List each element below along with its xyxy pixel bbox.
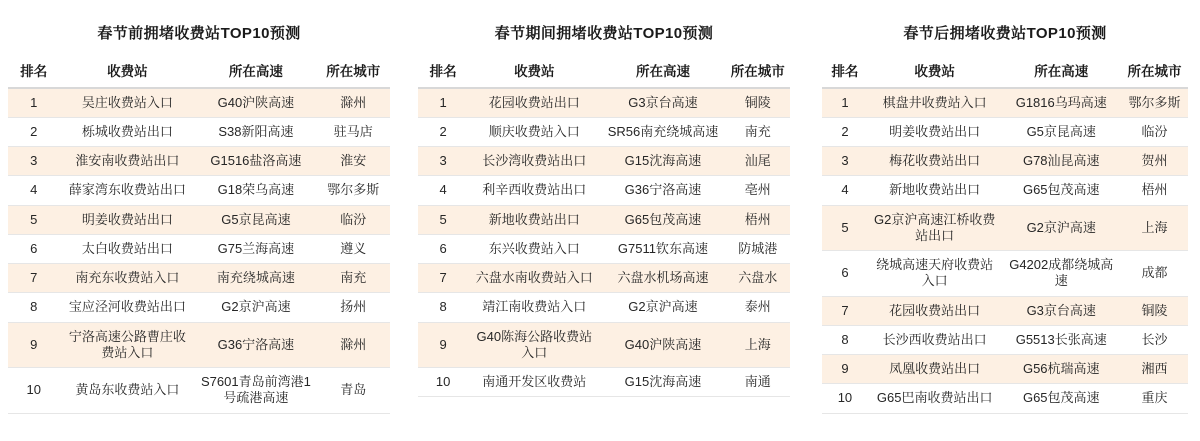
- cell-city: 青岛: [316, 368, 390, 414]
- cell-station: 新地收费站出口: [868, 176, 1002, 205]
- table-row: [8, 368, 390, 414]
- cell-station: 东兴收费站入口: [468, 234, 600, 263]
- cell-station: 花园收费站出口: [868, 296, 1002, 325]
- cell-station: 吴庄收费站入口: [60, 88, 196, 118]
- cell-city: 泰州: [726, 293, 790, 322]
- cell-highway: G15沈海高速: [600, 368, 725, 397]
- table-row: [418, 88, 790, 118]
- table-row: [8, 322, 390, 368]
- cell-rank: 8: [822, 325, 868, 354]
- cell-highway: G18荣乌高速: [195, 176, 316, 205]
- cell-rank: 9: [822, 355, 868, 384]
- cell-rank: 2: [822, 117, 868, 146]
- cell-highway: G40沪陕高速: [195, 88, 316, 118]
- cell-city: 滁州: [316, 322, 390, 368]
- table-row: [8, 176, 390, 205]
- cell-rank: 6: [822, 251, 868, 297]
- cell-highway: G1516盐洛高速: [195, 147, 316, 176]
- column-header-highway: 所在高速: [600, 57, 725, 88]
- cell-highway: G5京昆高速: [1001, 117, 1121, 146]
- table-row: [8, 117, 390, 146]
- cell-highway: G5京昆高速: [195, 205, 316, 234]
- cell-highway: S38新阳高速: [195, 117, 316, 146]
- cell-highway: G65包茂高速: [1001, 176, 1121, 205]
- cell-city: 湘西: [1121, 355, 1188, 384]
- cell-highway: G65包茂高速: [600, 205, 725, 234]
- cell-highway: 六盘水机场高速: [600, 264, 725, 293]
- page-title: 春节后拥堵收费站TOP10预测: [903, 25, 1107, 42]
- column-header-station: 收费站: [868, 57, 1002, 88]
- column-header-highway: 所在高速: [195, 57, 316, 88]
- cell-station: 南充东收费站入口: [60, 264, 196, 293]
- cell-highway: G4202成都绕城高速: [1001, 251, 1121, 297]
- column-header-station: 收费站: [468, 57, 600, 88]
- cell-city: 汕尾: [726, 147, 790, 176]
- cell-station: G40陈海公路收费站入口: [468, 322, 600, 368]
- table-row: [822, 384, 1188, 413]
- cell-highway: G5513长张高速: [1001, 325, 1121, 354]
- ranking-table: [822, 57, 1188, 414]
- cell-highway: G40沪陕高速: [600, 322, 725, 368]
- cell-rank: 1: [822, 88, 868, 118]
- cell-rank: 1: [418, 88, 468, 118]
- cell-station: 花园收费站出口: [468, 88, 600, 118]
- panel-during-spring-festival: [400, 0, 800, 441]
- cell-station: 梅花收费站出口: [868, 147, 1002, 176]
- column-header-city: 所在城市: [1121, 57, 1188, 88]
- cell-station: 黄岛东收费站入口: [60, 368, 196, 414]
- cell-city: 亳州: [726, 176, 790, 205]
- table-row: [822, 88, 1188, 118]
- cell-city: 南充: [316, 264, 390, 293]
- cell-station: G65巴南收费站出口: [868, 384, 1002, 413]
- cell-station: 宝应泾河收费站出口: [60, 293, 196, 322]
- table-row: [418, 264, 790, 293]
- column-header-rank: 排名: [8, 57, 60, 88]
- table-row: [418, 234, 790, 263]
- cell-station: 明姜收费站出口: [60, 205, 196, 234]
- cell-station: 长沙西收费站出口: [868, 325, 1002, 354]
- cell-rank: 7: [418, 264, 468, 293]
- cell-highway: G15沈海高速: [600, 147, 725, 176]
- table-row: [418, 117, 790, 146]
- cell-city: 铜陵: [1121, 296, 1188, 325]
- cell-rank: 2: [8, 117, 60, 146]
- cell-city: 贺州: [1121, 147, 1188, 176]
- cell-station: 绕城高速天府收费站入口: [868, 251, 1002, 297]
- cell-highway: SR56南充绕城高速: [600, 117, 725, 146]
- cell-rank: 3: [418, 147, 468, 176]
- cell-rank: 1: [8, 88, 60, 118]
- table-row: [822, 251, 1188, 297]
- cell-station: 明姜收费站出口: [868, 117, 1002, 146]
- cell-highway: G65包茂高速: [1001, 384, 1121, 413]
- cell-highway: S7601青岛前湾港1号疏港高速: [195, 368, 316, 414]
- cell-city: 临汾: [1121, 117, 1188, 146]
- cell-city: 鄂尔多斯: [1121, 88, 1188, 118]
- column-header-highway: 所在高速: [1001, 57, 1121, 88]
- cell-city: 遵义: [316, 234, 390, 263]
- cell-station: 利辛西收费站出口: [468, 176, 600, 205]
- table-row: [822, 176, 1188, 205]
- cell-station: 南通开发区收费站: [468, 368, 600, 397]
- cell-rank: 4: [8, 176, 60, 205]
- table-header-row: [8, 57, 390, 88]
- cell-highway: G1816乌玛高速: [1001, 88, 1121, 118]
- cell-city: 长沙: [1121, 325, 1188, 354]
- cell-city: 淮安: [316, 147, 390, 176]
- table-row: [822, 205, 1188, 251]
- cell-highway: G36宁洛高速: [195, 322, 316, 368]
- cell-station: 太白收费站出口: [60, 234, 196, 263]
- cell-highway: 南充绕城高速: [195, 264, 316, 293]
- cell-city: 六盘水: [726, 264, 790, 293]
- cell-highway: G36宁洛高速: [600, 176, 725, 205]
- cell-city: 南通: [726, 368, 790, 397]
- cell-station: 淮安南收费站出口: [60, 147, 196, 176]
- column-header-city: 所在城市: [316, 57, 390, 88]
- table-row: [418, 176, 790, 205]
- cell-city: 成都: [1121, 251, 1188, 297]
- table-row: [418, 147, 790, 176]
- cell-rank: 5: [418, 205, 468, 234]
- cell-rank: 5: [8, 205, 60, 234]
- ranking-table: [8, 57, 390, 414]
- table-row: [418, 368, 790, 397]
- cell-rank: 8: [8, 293, 60, 322]
- cell-rank: 4: [418, 176, 468, 205]
- cell-city: 梧州: [1121, 176, 1188, 205]
- cell-city: 上海: [1121, 205, 1188, 251]
- table-row: [8, 88, 390, 118]
- cell-highway: G2京沪高速: [1001, 205, 1121, 251]
- cell-highway: G2京沪高速: [195, 293, 316, 322]
- cell-rank: 7: [8, 264, 60, 293]
- cell-rank: 9: [418, 322, 468, 368]
- cell-station: 薛家湾东收费站出口: [60, 176, 196, 205]
- table-row: [822, 117, 1188, 146]
- cell-station: 宁洛高速公路曹庄收费站入口: [60, 322, 196, 368]
- cell-city: 重庆: [1121, 384, 1188, 413]
- page-title: 春节期间拥堵收费站TOP10预测: [494, 25, 714, 42]
- cell-rank: 10: [8, 368, 60, 414]
- table-row: [418, 205, 790, 234]
- table-row: [8, 147, 390, 176]
- cell-station: 棋盘井收费站入口: [868, 88, 1002, 118]
- column-header-city: 所在城市: [726, 57, 790, 88]
- cell-station: 顺庆收费站入口: [468, 117, 600, 146]
- cell-rank: 6: [418, 234, 468, 263]
- cell-highway: G56杭瑞高速: [1001, 355, 1121, 384]
- cell-city: 扬州: [316, 293, 390, 322]
- cell-rank: 10: [822, 384, 868, 413]
- cell-highway: G3京台高速: [600, 88, 725, 118]
- cell-rank: 2: [418, 117, 468, 146]
- cell-city: 防城港: [726, 234, 790, 263]
- cell-city: 梧州: [726, 205, 790, 234]
- table-row: [8, 293, 390, 322]
- cell-station: 栎城收费站出口: [60, 117, 196, 146]
- cell-city: 驻马店: [316, 117, 390, 146]
- cell-rank: 6: [8, 234, 60, 263]
- cell-city: 滁州: [316, 88, 390, 118]
- table-row: [822, 147, 1188, 176]
- table-row: [418, 322, 790, 368]
- cell-highway: G3京台高速: [1001, 296, 1121, 325]
- cell-station: 凤凰收费站出口: [868, 355, 1002, 384]
- cell-rank: 5: [822, 205, 868, 251]
- page-title: 春节前拥堵收费站TOP10预测: [97, 25, 301, 42]
- cell-rank: 10: [418, 368, 468, 397]
- table-row: [822, 325, 1188, 354]
- column-header-rank: 排名: [418, 57, 468, 88]
- cell-station: G2京沪高速江桥收费站出口: [868, 205, 1002, 251]
- cell-station: 六盘水南收费站入口: [468, 264, 600, 293]
- table-row: [8, 234, 390, 263]
- cell-highway: G75兰海高速: [195, 234, 316, 263]
- cell-rank: 8: [418, 293, 468, 322]
- cell-rank: 3: [8, 147, 60, 176]
- cell-city: 临汾: [316, 205, 390, 234]
- cell-highway: G7511钦东高速: [600, 234, 725, 263]
- cell-station: 新地收费站出口: [468, 205, 600, 234]
- column-header-rank: 排名: [822, 57, 868, 88]
- column-header-station: 收费站: [60, 57, 196, 88]
- cell-city: 鄂尔多斯: [316, 176, 390, 205]
- table-row: [8, 264, 390, 293]
- cell-rank: 9: [8, 322, 60, 368]
- cell-city: 南充: [726, 117, 790, 146]
- cell-rank: 7: [822, 296, 868, 325]
- cell-city: 铜陵: [726, 88, 790, 118]
- table-row: [822, 355, 1188, 384]
- panel-before-spring-festival: [0, 0, 400, 441]
- cell-rank: 4: [822, 176, 868, 205]
- table-header-row: [822, 57, 1188, 88]
- cell-highway: G78汕昆高速: [1001, 147, 1121, 176]
- table-header-row: [418, 57, 790, 88]
- table-row: [822, 296, 1188, 325]
- cell-station: 长沙湾收费站出口: [468, 147, 600, 176]
- ranking-table: [418, 57, 790, 397]
- cell-rank: 3: [822, 147, 868, 176]
- table-row: [418, 293, 790, 322]
- cell-city: 上海: [726, 322, 790, 368]
- table-row: [8, 205, 390, 234]
- cell-highway: G2京沪高速: [600, 293, 725, 322]
- cell-station: 靖江南收费站入口: [468, 293, 600, 322]
- panel-after-spring-festival: [800, 0, 1200, 441]
